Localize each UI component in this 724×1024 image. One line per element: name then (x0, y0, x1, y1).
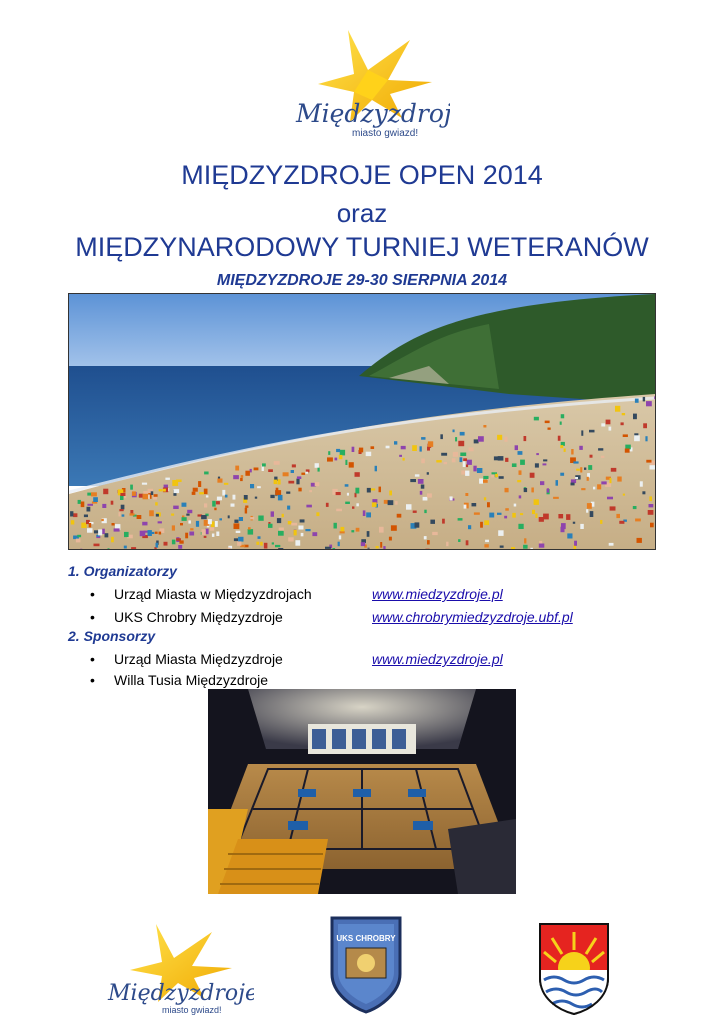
sponsors-heading: 2. Sponsorzy (68, 628, 156, 644)
town-coat-of-arms (536, 920, 612, 1016)
organizer-name: UKS Chrobry Międzyzdroje (114, 609, 283, 625)
sponsor-name: Willa Tusia Międzyzdroje (114, 672, 269, 688)
organizers-heading: 1. Organizatorzy (68, 563, 177, 579)
bullet-icon: • (90, 586, 95, 602)
organizer-item-2 (90, 609, 283, 625)
title-line2: oraz (336, 198, 388, 228)
sponsor-item-2 (90, 672, 268, 688)
organizer-item-1 (90, 586, 312, 602)
bullet-icon: • (90, 672, 95, 688)
star-logo-icon (290, 22, 450, 142)
beach-photo (68, 293, 656, 550)
miedzyzdroje-logo-bottom (104, 918, 254, 1018)
shield-icon (328, 914, 404, 1014)
logo-name-text: Międzyzdroje (296, 99, 450, 128)
organizer-link-2[interactable]: www.chrobrymiedzyzdroje.ubf.pl (372, 609, 573, 625)
star-logo-icon (104, 918, 254, 1018)
sponsor-name: Urząd Miasta Międzyzdroje (114, 651, 283, 667)
organizer-link-1[interactable]: www.miedzyzdroje.pl (372, 586, 503, 602)
event-date-subtitle: MIĘDZYZDROJE 29-30 SIERPNIA 2014 (216, 272, 508, 289)
shield-text: UKS CHROBRY (336, 934, 396, 943)
sponsor-item-1 (90, 651, 283, 667)
title-line1: MIĘDZYZDROJE OPEN 2014 (181, 160, 543, 190)
bullet-icon: • (90, 609, 95, 625)
logo-name-text: Międzyzdroje (108, 981, 254, 1006)
logo-tagline-text: miasto gwiazd! (352, 128, 419, 139)
organizer-name: Urząd Miasta w Międzyzdrojach (114, 586, 312, 602)
uks-chrobry-shield (328, 914, 404, 1014)
bullet-icon: • (90, 651, 95, 667)
sports-hall-photo (208, 689, 516, 894)
title-line3: MIĘDZYNARODOWY TURNIEJ WETERANÓW (75, 232, 649, 262)
miedzyzdroje-logo (290, 22, 450, 142)
coat-of-arms-icon (536, 920, 612, 1016)
sponsor-link-1[interactable]: www.miedzyzdroje.pl (372, 651, 503, 667)
logo-tagline-text: miasto gwiazd! (162, 1005, 222, 1015)
